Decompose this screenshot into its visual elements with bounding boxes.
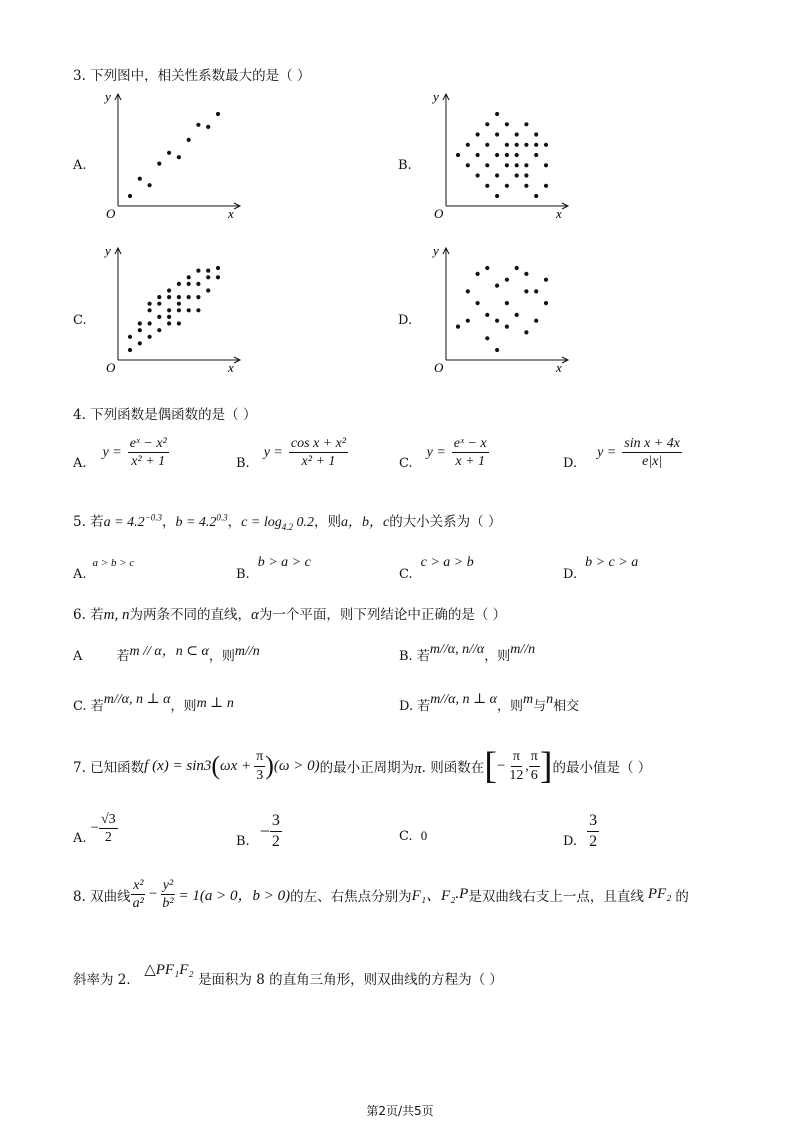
- q5-option-a-label: A.: [73, 567, 87, 582]
- q5-b-def: [175, 512, 228, 530]
- scatter-point: [505, 184, 509, 188]
- x-axis-label: x: [556, 360, 562, 375]
- q7-option-b: [236, 812, 282, 850]
- q8-pf2: PF₂: [647, 886, 672, 903]
- q8-a2: a²: [132, 896, 144, 912]
- origin-label: O: [434, 360, 444, 375]
- q6-option-c-ze: ，则: [170, 699, 197, 714]
- scatter-point: [196, 269, 200, 273]
- scatter-point: [167, 308, 171, 312]
- scatter-point: [206, 125, 210, 129]
- q4-option-c-frac: [452, 436, 489, 470]
- q5-mid: ，则: [313, 514, 341, 530]
- scatter-point: [505, 153, 509, 157]
- q7-option-b-neg: −: [259, 820, 270, 841]
- q6-number: 6. 若: [73, 607, 104, 623]
- q3-chart-b: [428, 86, 578, 221]
- q7-six: 6: [530, 767, 538, 783]
- scatter-point: [187, 308, 191, 312]
- x-axis-label: x: [556, 206, 562, 221]
- q4-option-c-label: C.: [399, 456, 413, 471]
- q5-option-c-label: C.: [399, 567, 413, 582]
- q5-vars: a，b，c: [340, 515, 390, 530]
- q8-y2: y²: [161, 878, 175, 895]
- q4-option-d-label: D.: [563, 456, 578, 471]
- scatter-point: [206, 275, 210, 279]
- scatter-point: [138, 321, 142, 325]
- q7-option-b-num: 3: [270, 812, 282, 832]
- q6-option-d-label: D.: [399, 699, 414, 714]
- q3-option-c-label: C.: [73, 313, 87, 328]
- q4-option-d: [563, 434, 682, 471]
- q8-line2-b: 是面积为 8 的直角三角形，则双曲线的方程为（ ）: [197, 972, 503, 988]
- scatter-point: [495, 284, 499, 288]
- q4-option-c: [399, 434, 489, 471]
- q5-tail: 的大小关系为（ ）: [389, 514, 502, 530]
- scatter-point: [505, 278, 509, 282]
- scatter-point: [206, 269, 210, 273]
- q7-fx: f (x) = sin3: [144, 757, 212, 774]
- q4-option-d-frac: [622, 436, 682, 470]
- scatter-point: [187, 282, 191, 286]
- q6-option-c-cond: m//α, n ⊥ α: [103, 692, 171, 707]
- q3-option-b-label: B.: [398, 158, 412, 173]
- q6-option-a-label: A: [73, 649, 83, 664]
- q6-option-d-n: n: [546, 692, 554, 707]
- q7-omega-x: ωx +: [220, 757, 252, 774]
- q6-text-1: 为两条不同的直线，: [129, 607, 252, 623]
- scatter-point: [157, 162, 161, 166]
- scatter-point: [485, 313, 489, 317]
- q6-option-b-label: B.: [399, 649, 413, 664]
- q5-stem: [73, 510, 501, 532]
- scatter-point: [216, 112, 220, 116]
- scatter-point: [495, 348, 499, 352]
- q3-chart-a: [100, 86, 250, 221]
- q7-text-3: 的最小值是（ ）: [552, 760, 652, 776]
- q3-option-a-label: A.: [73, 158, 87, 173]
- scatter-point: [534, 143, 538, 147]
- q7-option-d-num: 3: [587, 812, 599, 832]
- scatter-point: [177, 155, 181, 159]
- q6-option-a-cond: m // α，n ⊂ α: [129, 644, 209, 659]
- q6-option-d-xiangjiao: 相交: [553, 699, 580, 714]
- scatter-point: [187, 275, 191, 279]
- scatter-point: [128, 335, 132, 339]
- q8-triangle: △PF₁F₂: [144, 962, 194, 978]
- q7-pi: π: [254, 749, 265, 766]
- q3-option-d-label: D.: [398, 313, 413, 328]
- scatter-point: [128, 194, 132, 198]
- y-axis-label: y: [105, 89, 111, 104]
- q6-option-d-yu: 与: [533, 699, 547, 714]
- scatter-point: [534, 153, 538, 157]
- scatter-point: [485, 336, 489, 340]
- scatter-point: [524, 122, 528, 126]
- scatter-point: [196, 295, 200, 299]
- scatter-point: [456, 325, 460, 329]
- scatter-point: [495, 194, 499, 198]
- y-axis-label: y: [433, 243, 439, 258]
- scatter-point: [196, 282, 200, 286]
- scatter-point: [495, 153, 499, 157]
- q6-option-b-ruo: 若: [416, 649, 430, 664]
- scatter-point: [476, 132, 480, 136]
- scatter-point: [177, 295, 181, 299]
- scatter-point: [524, 330, 528, 334]
- q7-option-b-frac: [270, 812, 282, 850]
- q5-option-d-expr: b > c > a: [585, 555, 639, 570]
- q4-option-a: [73, 434, 169, 471]
- q7-option-a-den: 2: [104, 830, 112, 846]
- q7-paren-close: ): [265, 751, 274, 780]
- scatter-point: [196, 123, 200, 127]
- q4-option-b-den: x² + 1: [301, 454, 336, 469]
- q5-option-c: [399, 555, 474, 582]
- q8-line2-a: 斜率为 2．: [73, 972, 140, 988]
- q5-number: 5. 若: [73, 514, 104, 530]
- scatter-point: [148, 321, 152, 325]
- scatter-point: [544, 301, 548, 305]
- q8-frac-y: [160, 878, 175, 912]
- scatter-point: [476, 272, 480, 276]
- q7-option-a-num: √3: [99, 812, 118, 829]
- scatter-point: [167, 151, 171, 155]
- scatter-point: [534, 194, 538, 198]
- q4-option-b-label: B.: [236, 456, 250, 471]
- q7-option-d-label: D.: [563, 833, 578, 849]
- scatter-point: [216, 275, 220, 279]
- q8-b2: b²: [162, 896, 174, 912]
- q7-neg: −: [496, 757, 506, 774]
- scatter-point: [167, 321, 171, 325]
- q8-stem-line2: [73, 962, 503, 989]
- scatter-point: [216, 266, 220, 270]
- scatter-point: [495, 132, 499, 136]
- scatter-point: [466, 289, 470, 293]
- q7-three: 3: [256, 767, 264, 783]
- scatter-point: [495, 319, 499, 323]
- q5-sep-2: ，: [227, 514, 242, 530]
- q4-option-b: [236, 434, 348, 471]
- q7-stem: [73, 744, 651, 788]
- q7-option-d-den: 2: [589, 832, 598, 850]
- scatter-point: [485, 143, 489, 147]
- q6-option-b: [399, 642, 536, 665]
- q6-text-2: 为一个平面，则下列结论中正确的是（ ）: [258, 607, 507, 623]
- q3-stem: 3. 下列图中，相关性系数最大的是（ ）: [73, 68, 311, 84]
- scatter-point: [148, 302, 152, 306]
- q7-option-c-label: C.: [399, 829, 413, 844]
- scatter-point: [466, 143, 470, 147]
- scatter-point: [167, 295, 171, 299]
- q3-chart-d: [428, 240, 578, 375]
- q5-option-b-expr: b > a > c: [257, 555, 311, 570]
- q8-number: 8. 双曲线: [73, 888, 131, 905]
- scatter-point: [544, 143, 548, 147]
- q8-eq: = 1(a > 0，b > 0): [178, 888, 291, 905]
- q5-b-base: b = 4.2: [175, 515, 217, 530]
- scatter-point: [505, 325, 509, 329]
- q8-minus: −: [148, 886, 158, 903]
- q7-option-d-frac: [587, 812, 599, 850]
- origin-label: O: [434, 206, 444, 221]
- q7-period: π: [414, 760, 422, 777]
- q4-option-c-num: eˣ − x: [452, 436, 489, 453]
- q4-option-a-lhs: y =: [102, 444, 122, 460]
- q6-option-d: [399, 692, 580, 715]
- scatter-point: [524, 289, 528, 293]
- q4-option-c-den: x + 1: [455, 454, 486, 469]
- scatter-point: [515, 313, 519, 317]
- q6-option-b-cond: m//α, n//α: [429, 642, 485, 657]
- q7-option-a-frac: [99, 812, 118, 846]
- scatter-point: [476, 153, 480, 157]
- scatter-point: [138, 341, 142, 345]
- scatter-point: [524, 163, 528, 167]
- x-axis-label: x: [228, 206, 234, 221]
- scatter-point: [505, 163, 509, 167]
- q6-stem: [73, 603, 506, 624]
- q5-option-a: [73, 555, 135, 582]
- q6-option-a-ruo: 若: [116, 649, 130, 664]
- q7-option-c: [399, 828, 427, 844]
- q7-number: 7. 已知函数: [73, 760, 145, 776]
- scatter-point: [476, 173, 480, 177]
- q7-twelve: 12: [509, 767, 524, 783]
- scatter-point: [177, 282, 181, 286]
- origin-label: O: [106, 206, 116, 221]
- scatter-point: [544, 278, 548, 282]
- q5-c-base: 4.2: [281, 521, 293, 532]
- q7-option-c-val: 0: [420, 828, 428, 843]
- q4-option-b-num: cos x + x²: [289, 436, 348, 453]
- q8-point-p: .P: [455, 886, 469, 903]
- scatter-point: [196, 308, 200, 312]
- q7-text-1: 的最小正周期为: [319, 760, 415, 776]
- scatter-point: [534, 319, 538, 323]
- scatter-point: [544, 163, 548, 167]
- y-axis-label: y: [433, 89, 439, 104]
- q5-option-c-expr: c > a > b: [420, 555, 474, 570]
- scatter-point: [138, 328, 142, 332]
- q7-comma: ,: [525, 758, 529, 773]
- q4-option-a-label: A.: [73, 456, 87, 471]
- q4-option-a-num: eˣ − x²: [128, 436, 169, 453]
- scatter-point: [534, 132, 538, 136]
- q4-option-d-lhs: y =: [597, 444, 617, 460]
- scatter-point: [524, 272, 528, 276]
- scatter-point: [157, 295, 161, 299]
- q7-bracket-close: ]: [539, 745, 553, 787]
- q5-a-exp: −0.3: [144, 512, 162, 523]
- scatter-point: [505, 122, 509, 126]
- q7-text-2: . 则函数在: [421, 760, 485, 776]
- q8-stem-line1: [73, 878, 689, 912]
- scatter-point: [495, 112, 499, 116]
- q4-option-c-lhs: y =: [426, 444, 446, 460]
- q6-option-b-ze: ，则: [484, 649, 511, 664]
- q5-b-exp: 0.3: [216, 512, 228, 523]
- q8-text-1: 的左、右焦点分别为: [290, 888, 412, 905]
- scatter-point: [495, 173, 499, 177]
- scatter-point: [515, 173, 519, 177]
- scatter-point: [456, 153, 460, 157]
- q4-option-a-den: x² + 1: [131, 454, 166, 469]
- q7-option-a-neg: −: [90, 820, 99, 837]
- scatter-point: [206, 288, 210, 292]
- x-axis-label: x: [228, 360, 234, 375]
- q6-option-c-ruo: 若: [90, 699, 104, 714]
- scatter-point: [177, 308, 181, 312]
- scatter-point: [177, 302, 181, 306]
- q6-option-c: [73, 692, 234, 715]
- q6-option-a-concl: m//n: [234, 644, 260, 659]
- q6-option-d-ruo: 若: [417, 699, 431, 714]
- scatter-point: [187, 295, 191, 299]
- scatter-point: [466, 319, 470, 323]
- scatter-point: [534, 289, 538, 293]
- scatter-point: [515, 266, 519, 270]
- q6-mn: m, n: [103, 607, 130, 623]
- scatter-point: [177, 321, 181, 325]
- scatter-point: [466, 163, 470, 167]
- scatter-point: [524, 173, 528, 177]
- scatter-point: [515, 153, 519, 157]
- page-footer: 第2页/共5页: [366, 1104, 434, 1118]
- q7-bracket-open: [: [484, 745, 497, 787]
- scatter-point: [476, 301, 480, 305]
- q5-option-b: [236, 555, 311, 582]
- q7-option-a: [73, 812, 118, 846]
- scatter-point: [138, 177, 142, 181]
- q7-option-d: [563, 812, 599, 850]
- q7-option-b-label: B.: [236, 833, 250, 849]
- q3-chart-c: [100, 240, 250, 375]
- q8-frac-x: [131, 878, 146, 912]
- q6-option-d-ze: ，则: [497, 699, 524, 714]
- q7-pi-over-3: [254, 749, 265, 783]
- scatter-point: [515, 132, 519, 136]
- scatter-point: [515, 163, 519, 167]
- q7-option-b-den: 2: [271, 832, 280, 850]
- q4-option-b-lhs: y =: [263, 444, 283, 460]
- q4-stem: 4. 下列函数是偶函数的是（ ）: [73, 407, 257, 423]
- q7-paren-open: (: [211, 751, 221, 780]
- q5-option-d-label: D.: [563, 567, 578, 582]
- scatter-point: [167, 315, 171, 319]
- scatter-point: [148, 308, 152, 312]
- q6-option-c-concl: m ⊥ n: [196, 696, 234, 711]
- scatter-point: [167, 288, 171, 292]
- q5-option-d: [563, 555, 639, 582]
- scatter-point: [485, 163, 489, 167]
- q4-option-d-den: e|x|: [642, 454, 663, 469]
- q5-option-a-expr: a > b > c: [92, 557, 135, 569]
- scatter-point: [544, 184, 548, 188]
- q7-pi-3: π: [529, 749, 540, 766]
- y-axis-label: y: [105, 243, 111, 258]
- q8-text-2: 是双曲线右支上一点，且直线: [468, 888, 644, 905]
- scatter-point: [485, 122, 489, 126]
- q4-option-d-num: sin x + 4x: [622, 436, 682, 453]
- scatter-point: [515, 143, 519, 147]
- q7-pi-over-12: [507, 749, 525, 783]
- q8-x2: x²: [131, 878, 145, 895]
- q5-c-def: [241, 515, 314, 530]
- q5-c-val: 0.2: [296, 515, 314, 530]
- scatter-point: [505, 301, 509, 305]
- q6-option-c-label: C.: [73, 699, 87, 714]
- q8-text-3: 的: [675, 888, 689, 905]
- q4-option-b-frac: [289, 436, 348, 470]
- scatter-point: [157, 302, 161, 306]
- q7-option-a-label: A.: [73, 831, 87, 847]
- q5-a-base: a = 4.2: [103, 515, 145, 530]
- q6-alpha: α: [251, 607, 259, 623]
- q6-option-a: [73, 645, 260, 665]
- scatter-point: [485, 266, 489, 270]
- q5-option-b-label: B.: [236, 567, 250, 582]
- q7-pi-over-6: [529, 749, 540, 783]
- q7-pi-2: π: [511, 749, 522, 766]
- scatter-point: [187, 138, 191, 142]
- q5-a-def: [103, 512, 162, 530]
- q6-option-d-m: m: [523, 692, 534, 707]
- scatter-point: [128, 348, 132, 352]
- q6-option-b-concl: m//n: [510, 642, 536, 657]
- q7-cond: (ω > 0): [273, 757, 320, 774]
- q6-option-a-ze: ，则: [208, 649, 235, 664]
- q8-foci: F₁、F₂: [411, 888, 456, 905]
- q4-option-a-frac: [128, 436, 169, 470]
- scatter-point: [524, 143, 528, 147]
- q6-option-d-cond: m//α, n ⊥ α: [430, 692, 498, 707]
- scatter-point: [524, 184, 528, 188]
- scatter-point: [157, 328, 161, 332]
- q5-sep-1: ，: [161, 514, 176, 530]
- scatter-point: [157, 315, 161, 319]
- scatter-point: [148, 335, 152, 339]
- scatter-point: [148, 183, 152, 187]
- q5-c-log: c = log: [241, 515, 282, 530]
- origin-label: O: [106, 360, 116, 375]
- scatter-point: [505, 143, 509, 147]
- scatter-point: [485, 184, 489, 188]
